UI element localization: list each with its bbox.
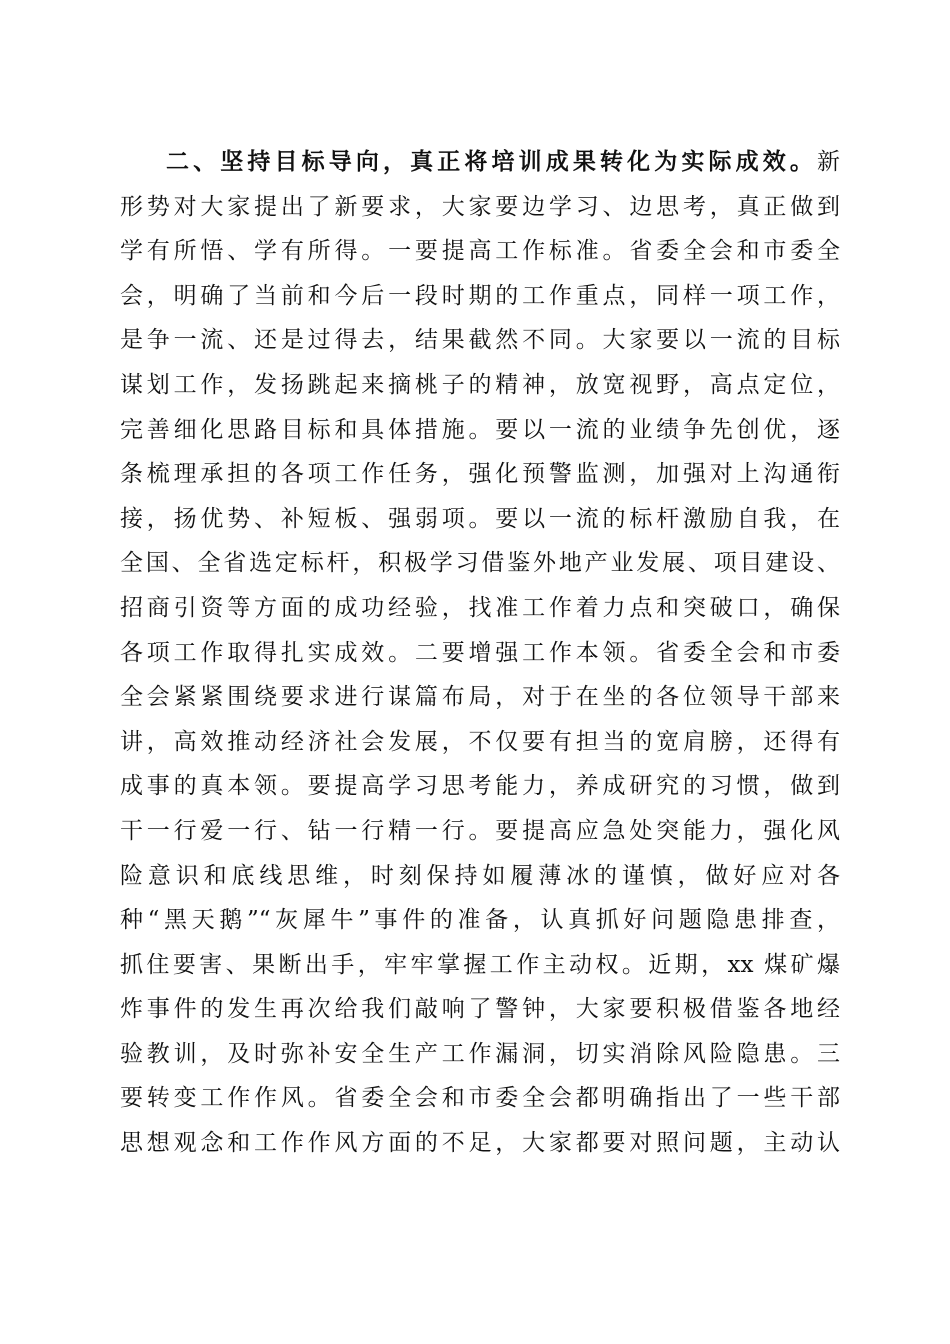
text-line: 全会紧紧围绕要求进行谋篇布局，对于在坐的各位领导干部来	[120, 684, 840, 711]
text-line: 各项工作取得扎实成效。二要增强工作本领。省委全会和市委	[120, 639, 840, 666]
text-line: 学有所悟、学有所得。一要提高工作标准。省委全会和市委全	[120, 238, 840, 265]
text-line: 成事的真本领。要提高学习思考能力，养成研究的习惯，做到	[120, 773, 840, 800]
text-line: 会，明确了当前和今后一段时期的工作重点，同样一项工作，	[120, 282, 840, 309]
text-line: 验教训，及时弥补安全生产工作漏洞，切实消除风险隐患。三	[120, 1040, 840, 1067]
text-line: 讲，高效推动经济社会发展，不仅要有担当的宽肩膀，还得有	[120, 728, 840, 755]
text-line: 种“黑天鹅”“灰犀牛”事件的准备，认真抓好问题隐患排查，	[120, 907, 840, 934]
text-line: 条梳理承担的各项工作任务，强化预警监测，加强对上沟通衔	[120, 461, 840, 488]
text-line: 险意识和底线思维，时刻保持如履薄冰的谨慎，做好应对各	[120, 862, 840, 889]
text-line: 接，扬优势、补短板、强弱项。要以一流的标杆激励自我，在	[120, 505, 840, 532]
text-line: 是争一流、还是过得去，结果截然不同。大家要以一流的目标	[120, 327, 840, 354]
text-line: 抓住要害、果断出手，牢牢掌握工作主动权。近期，xx 煤矿爆	[120, 951, 840, 978]
section-heading: 二、坚持目标导向，真正将培训成果转化为实际成效。	[166, 149, 817, 175]
text-line: 谋划工作，发扬跳起来摘桃子的精神，放宽视野，高点定位，	[120, 371, 840, 398]
body-paragraph	[120, 140, 840, 1166]
text-line: 形势对大家提出了新要求，大家要边学习、边思考，真正做到	[120, 193, 840, 220]
text-line: 完善细化思路目标和具体措施。要以一流的业绩争先创优，逐	[120, 416, 840, 443]
paragraph-first-line	[120, 140, 840, 185]
text-line: 全国、全省选定标杆，积极学习借鉴外地产业发展、项目建设、	[120, 550, 840, 577]
text-line: 思想观念和工作作风方面的不足，大家都要对照问题，主动认	[120, 1130, 840, 1157]
text-line: 招商引资等方面的成功经验，找准工作着力点和突破口，确保	[120, 594, 840, 621]
text-line: 要转变工作作风。省委全会和市委全会都明确指出了一些干部	[120, 1085, 840, 1112]
text-line: 干一行爱一行、钻一行精一行。要提高应急处突能力，强化风	[120, 817, 840, 844]
text-line: 炸事件的发生再次给我们敲响了警钟，大家要积极借鉴各地经	[120, 996, 840, 1023]
heading-trailing-text: 新	[817, 149, 840, 175]
